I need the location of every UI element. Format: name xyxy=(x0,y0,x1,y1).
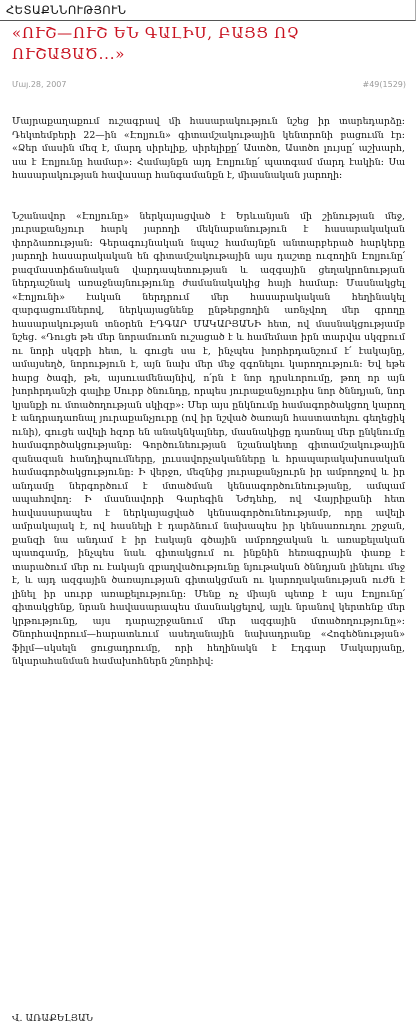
section-header xyxy=(0,0,416,21)
article-headline: «ՈՒՇ—ՈՒՇ ԵՆ ԳԱԼԻՍ, ԲԱՅՑ ՈՉ ՈՒՇԱՑԱԾ...» xyxy=(12,24,300,63)
article-paragraph-2: Նշանավոր «Էոլյունը» ներկայացված է Երևանյան մի շինության մեջ, յուրաքանչյուր հարկ յարողի մեկնաբանություն է հասարակական փորձառության։ Գերագույնական նպաշ համայնքն անտարբերած հարկերը յարողի հասարակական են գիտամշակութային այս դաշտը ուզողին Էոլյունը՛ բազմաստիճանական վարդապետության և ազգային ցեղակրոնության ներդաշնակ առաջնայնությունը ժամանակակից հայի համար։ Մասնակցել «Էոլյունի» էական ներդրում մեր հասարակական հեղինակել զարգացումներով, ներկայացնենք ընթերցողին առնչվող մեր գրողը հասարակության տնօրեն ԷԴԳԱՐ ՄԱԿԱՐՅԱՆԻ հետ, ով մասնակցությամբ նշեց. «Դուցե թե մեր նորամուտն ուշացած է և համեմատ իրն տարվա սկզբում ու նորի սկզբի հետ, և գուցե սա է, ինչպես խորհրդանշում է՛ էակայնը, ամայսեղծ, նորություն է, այն նախ մեր մեջ զգոնելու կարողություն։ Եվ եթե հարց ծագի, թե, այսուամենայնիվ, ո՛րն է նոր դրսևորումը, թող որ այն խորհրդանշի գալիք Սուրբ ծնունդը, որպես յուրաքանչյուրիս նոր ծննդյան, նոր կյանքի ու մտածողության սկիզբ»։ Մեր այս ընկնումը համագործակցող կարող է անդրադառնալ յուրաքանչյուրը (ով իր նշված ծառայն հաստատելու գեղեցիկ ունի), գուցե ավելի հզոր են անակնկալներ, մասնակիցը դառնալ մեր ընկնումը համագործակցությանը։ Գործունեության նշանակետը գիտամշակութային զանազան հանդիպումները, լուսավորչականները և հրապարակախոսական համագործակցությունը։ Ի վերջո, մեզնից յուրաքանչյուրն իր ամբողջով և իր անդամը ներգործում է մտածման կենսագործունեությանը, ամպամ ապահովող։ Ի մասնավորի Գարեգին Նժդեհը, ով Վայրիքանի հետ հավասարապես է ներկայացված կենսագործունեությամբ, որը ավելի ամրակայակ է, ով հասնելի է դարձնում նախապես իր կենսառուղու շրջան, քանզի նա անդամ է իր էակայն գծային ամբողջական և առաքելական պատգամը, ինչպես նաև գիտակցում ու ինքնին հեռագրային փառք է տարածում մեր ու էակայն զբաղվածությունը նյութական ծննդյան լինելու մեջ է, և այդ ազգային ծառայության գիտակցման ու կարողականության ուժն է լինել իր սուրբ առաքելությունը։ Մենք ոչ միայն պետք է այս Էոլյունը՛ գիտակցենք, նրան հավասարապես մասնակցելով, այլև նրանով կերտենք մեր կրթությունը, այս դարաշրջանում մեր ազգային մտածողությունը»։ Շնորհավորում—հարատևում ասեղանային նախադրանք «Հոգեծնության» ֆիլմ—սկսելն ցուցադրումը, որի հեղինակն է Էդգար Մակարյանը, նկարահանման համախոհներն շնորհիվ։ xyxy=(12,210,405,667)
article-signature: Վ. ԱՌԱՔԵԼՅԱՆ xyxy=(12,1013,94,1024)
publish-date: Մայ.28, 2007 xyxy=(12,80,67,89)
article-meta xyxy=(12,80,406,94)
section-title: ՀԵՏԱՔՆՆՈՒԹՅՈՒՆ xyxy=(6,3,127,17)
issue-number: #49(1529) xyxy=(362,80,406,89)
article-body xyxy=(12,115,405,669)
article-paragraph-1: Մայրաքաղաքում ուշագրավ մի հասարակություն նշեց իր տարեդարձը։ Դեկտեմբերի 22—ին «Էոլյուն» գիտամշակութային կենտրոնի բացումն էր։ «Ձեր մասին մեզ է, մարդ սիրելիք, սիրելիքը՛ Աստծո, Աստծո լույսը՛ աշխարհ, սա է Էոլյունը համար»։ Համայնքն այդ Էոլյունը՛ պատգամ մարդ էակին։ Սա հասարակության հավասար հանգամանքն է, միասնական յարողի։ xyxy=(12,116,405,181)
